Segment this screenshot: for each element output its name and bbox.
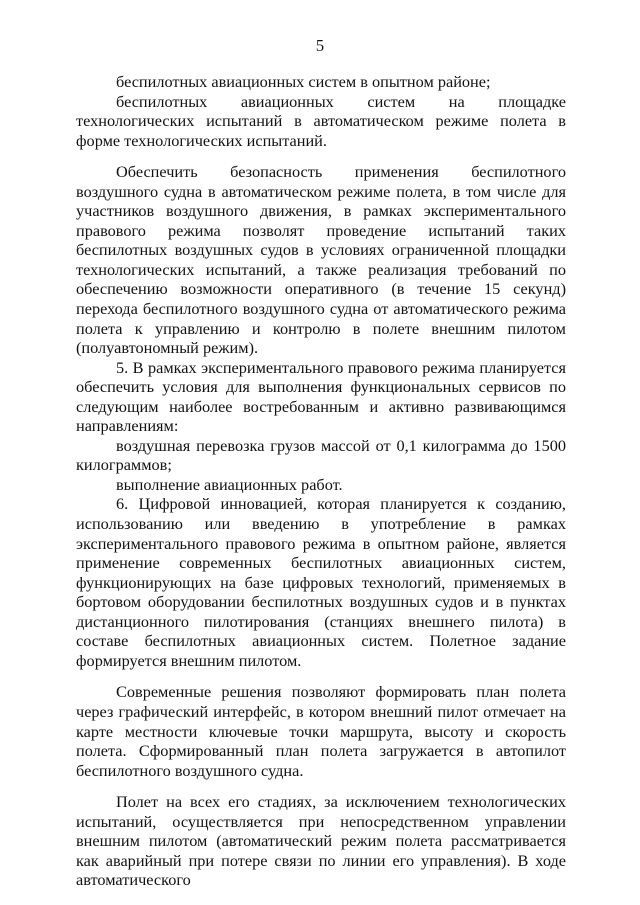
paragraph-item-6: 6. Цифровой инновацией, которая планируется к созданию, использованию или введению в употребление в рамках экспериментального правового режима в опытном районе, является применение современных беспилотных авиационных систем, функционирующих на базе цифровых технологий, применяемых в бортовом оборудовании беспилотных воздушных судов и в пунктах дистанционного пилотирования (станциях внешнего пилота) в составе беспилотных авиационных систем. Полетное задание формируется внешним пилотом. [76, 494, 566, 670]
paragraph-safety: Обеспечить безопасность применения беспилотного воздушного судна в автоматическом режиме полета, в том числе для участников воздушного движения, в рамках экспериментального правового режима позволят проведение испытаний таких беспилотных воздушных судов в условиях ограниченной площадки технологических испытаний, а также реализация требований по обеспечению возможности оперативного (в течение 15 секунд) перехода беспилотного воздушного судна от автоматического режима полета к управлению и контролю в полете внешним пилотом (полуавтономный режим). [76, 162, 566, 358]
paragraph-list-item-2: беспилотных авиационных систем на площадке технологических испытаний в автоматическом режиме полета в форме технологических испытаний. [76, 91, 566, 150]
document-body [76, 72, 566, 890]
paragraph-modern-solutions: Современные решения позволяют формировать план полета через графический интерфейс, в котором внешний пилот отмечает на карте местности ключевые точки маршрута, высоту и скорость полета. Сформированный план полета загружается в автопилот беспилотного воздушного судна. [76, 682, 566, 780]
paragraph-aerial-works: выполнение авиационных работ. [116, 474, 343, 494]
paragraph-flight-stages: Полет на всех его стадиях, за исключением технологических испытаний, осуществляется при непосредственном управлении внешним пилотом (автоматический режим полета рассматривается как аварийный при потере связи по линии его управления). В ходе автоматического [76, 792, 566, 890]
page-number: 5 [315, 36, 325, 55]
paragraph-list-item-1: беспилотных авиационных систем в опытном районе; [116, 72, 491, 91]
paragraph-cargo: воздушная перевозка грузов массой от 0,1 килограмма до 1500 килограммов; [76, 435, 566, 475]
paragraph-item-5: 5. В рамках экспериментального правового режима планируется обеспечить условия для выполнения функциональных сервисов по следующим наиболее востребованным и активно развивающимся направлениям: [76, 357, 566, 436]
